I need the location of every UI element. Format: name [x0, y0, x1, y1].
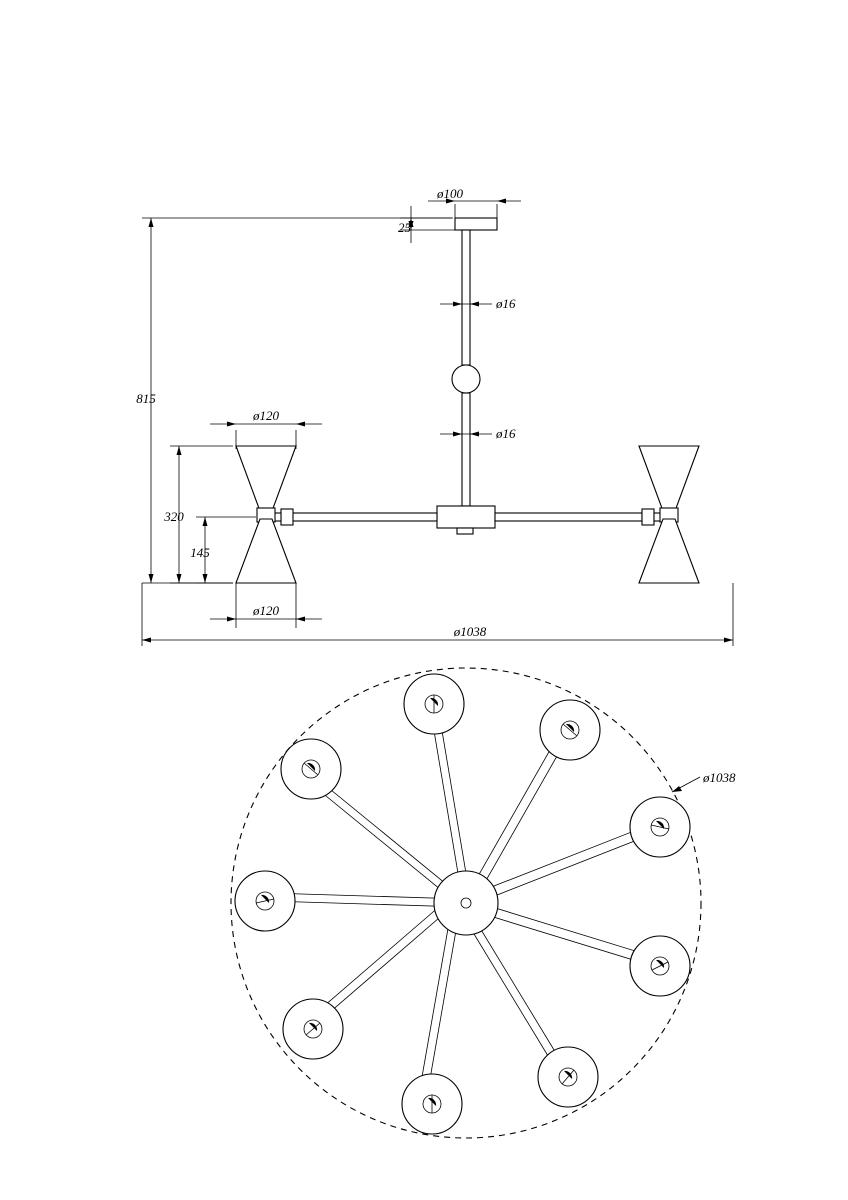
plan-shade [402, 1074, 462, 1134]
dim-shade-top-diameter [210, 408, 322, 449]
plan-center-hole [461, 898, 471, 908]
arrow [149, 218, 154, 227]
lower-rod [462, 393, 470, 506]
arrow [149, 574, 154, 583]
arrow [453, 302, 462, 307]
hub-bottom-nub [457, 528, 473, 534]
left-arm [290, 513, 437, 521]
arrow [142, 638, 151, 643]
center-hub-block [437, 506, 495, 528]
right-arm-collar-inner [642, 509, 654, 525]
arm-edge [466, 822, 657, 897]
upper-rod [462, 230, 470, 365]
plan-shade [283, 999, 343, 1059]
dim-label-overall-diameter-plan: ø1038 [703, 770, 736, 785]
dim-overall-height [136, 218, 452, 583]
dim-overall-diameter-plan [672, 770, 736, 792]
front-elevation-view [136, 186, 733, 646]
dim-label-rod-lower: ø16 [496, 426, 516, 441]
dim-canopy-height [398, 206, 460, 243]
arm-edge [309, 893, 455, 1019]
plan-shade [538, 1047, 598, 1107]
dim-overall-diameter-front [142, 583, 733, 646]
plan-shade [540, 700, 600, 760]
right-shade-lower-cone [639, 519, 699, 583]
dim-label-canopy-diameter: ø100 [437, 186, 463, 201]
plan-shade [281, 739, 341, 799]
arrow [177, 574, 182, 583]
top-plan-view [231, 668, 736, 1138]
plan-shade [235, 871, 295, 931]
dim-label-shade-top: ø120 [253, 408, 279, 423]
arrow [453, 432, 462, 437]
canopy-plate [455, 218, 497, 230]
arrow [296, 617, 305, 622]
left-shade-upper-cone [236, 446, 296, 511]
arrow [470, 432, 479, 437]
dim-label-rod-upper: ø16 [496, 296, 516, 311]
right-shade-upper-cone [639, 446, 699, 511]
plan-shade [630, 936, 690, 996]
sphere-joint [452, 365, 480, 393]
arrow [724, 638, 733, 643]
left-shade-lower-cone [236, 519, 296, 583]
dim-label-shade-bottom: ø120 [253, 603, 279, 618]
dim-label-shade-lower: 145 [190, 545, 210, 560]
dim-label-overall-height: 815 [136, 391, 156, 406]
dim-shade-bottom-diameter [210, 583, 322, 628]
dim-rod-lower-diameter [440, 426, 516, 441]
arrow [227, 617, 236, 622]
arm-edge [304, 778, 457, 903]
dim-label-overall-diameter-front: ø1038 [453, 624, 487, 639]
arrow [672, 786, 682, 792]
right-arm [495, 513, 642, 521]
arrow [177, 446, 182, 455]
arrow [296, 422, 305, 427]
arrow [203, 574, 208, 583]
left-arm-collar-inner [281, 509, 293, 525]
arrow [497, 199, 506, 204]
dim-label-canopy-height: 25 [398, 220, 411, 235]
dim-canopy-diameter [428, 186, 521, 222]
dim-label-shade-total: 320 [164, 509, 184, 524]
arrow [227, 422, 236, 427]
arrow [203, 517, 208, 526]
arrow [470, 302, 479, 307]
plan-shade [404, 674, 464, 734]
plan-shade [630, 797, 690, 857]
dim-rod-upper-diameter [440, 296, 516, 311]
dim-shade-total-height [163, 446, 233, 583]
